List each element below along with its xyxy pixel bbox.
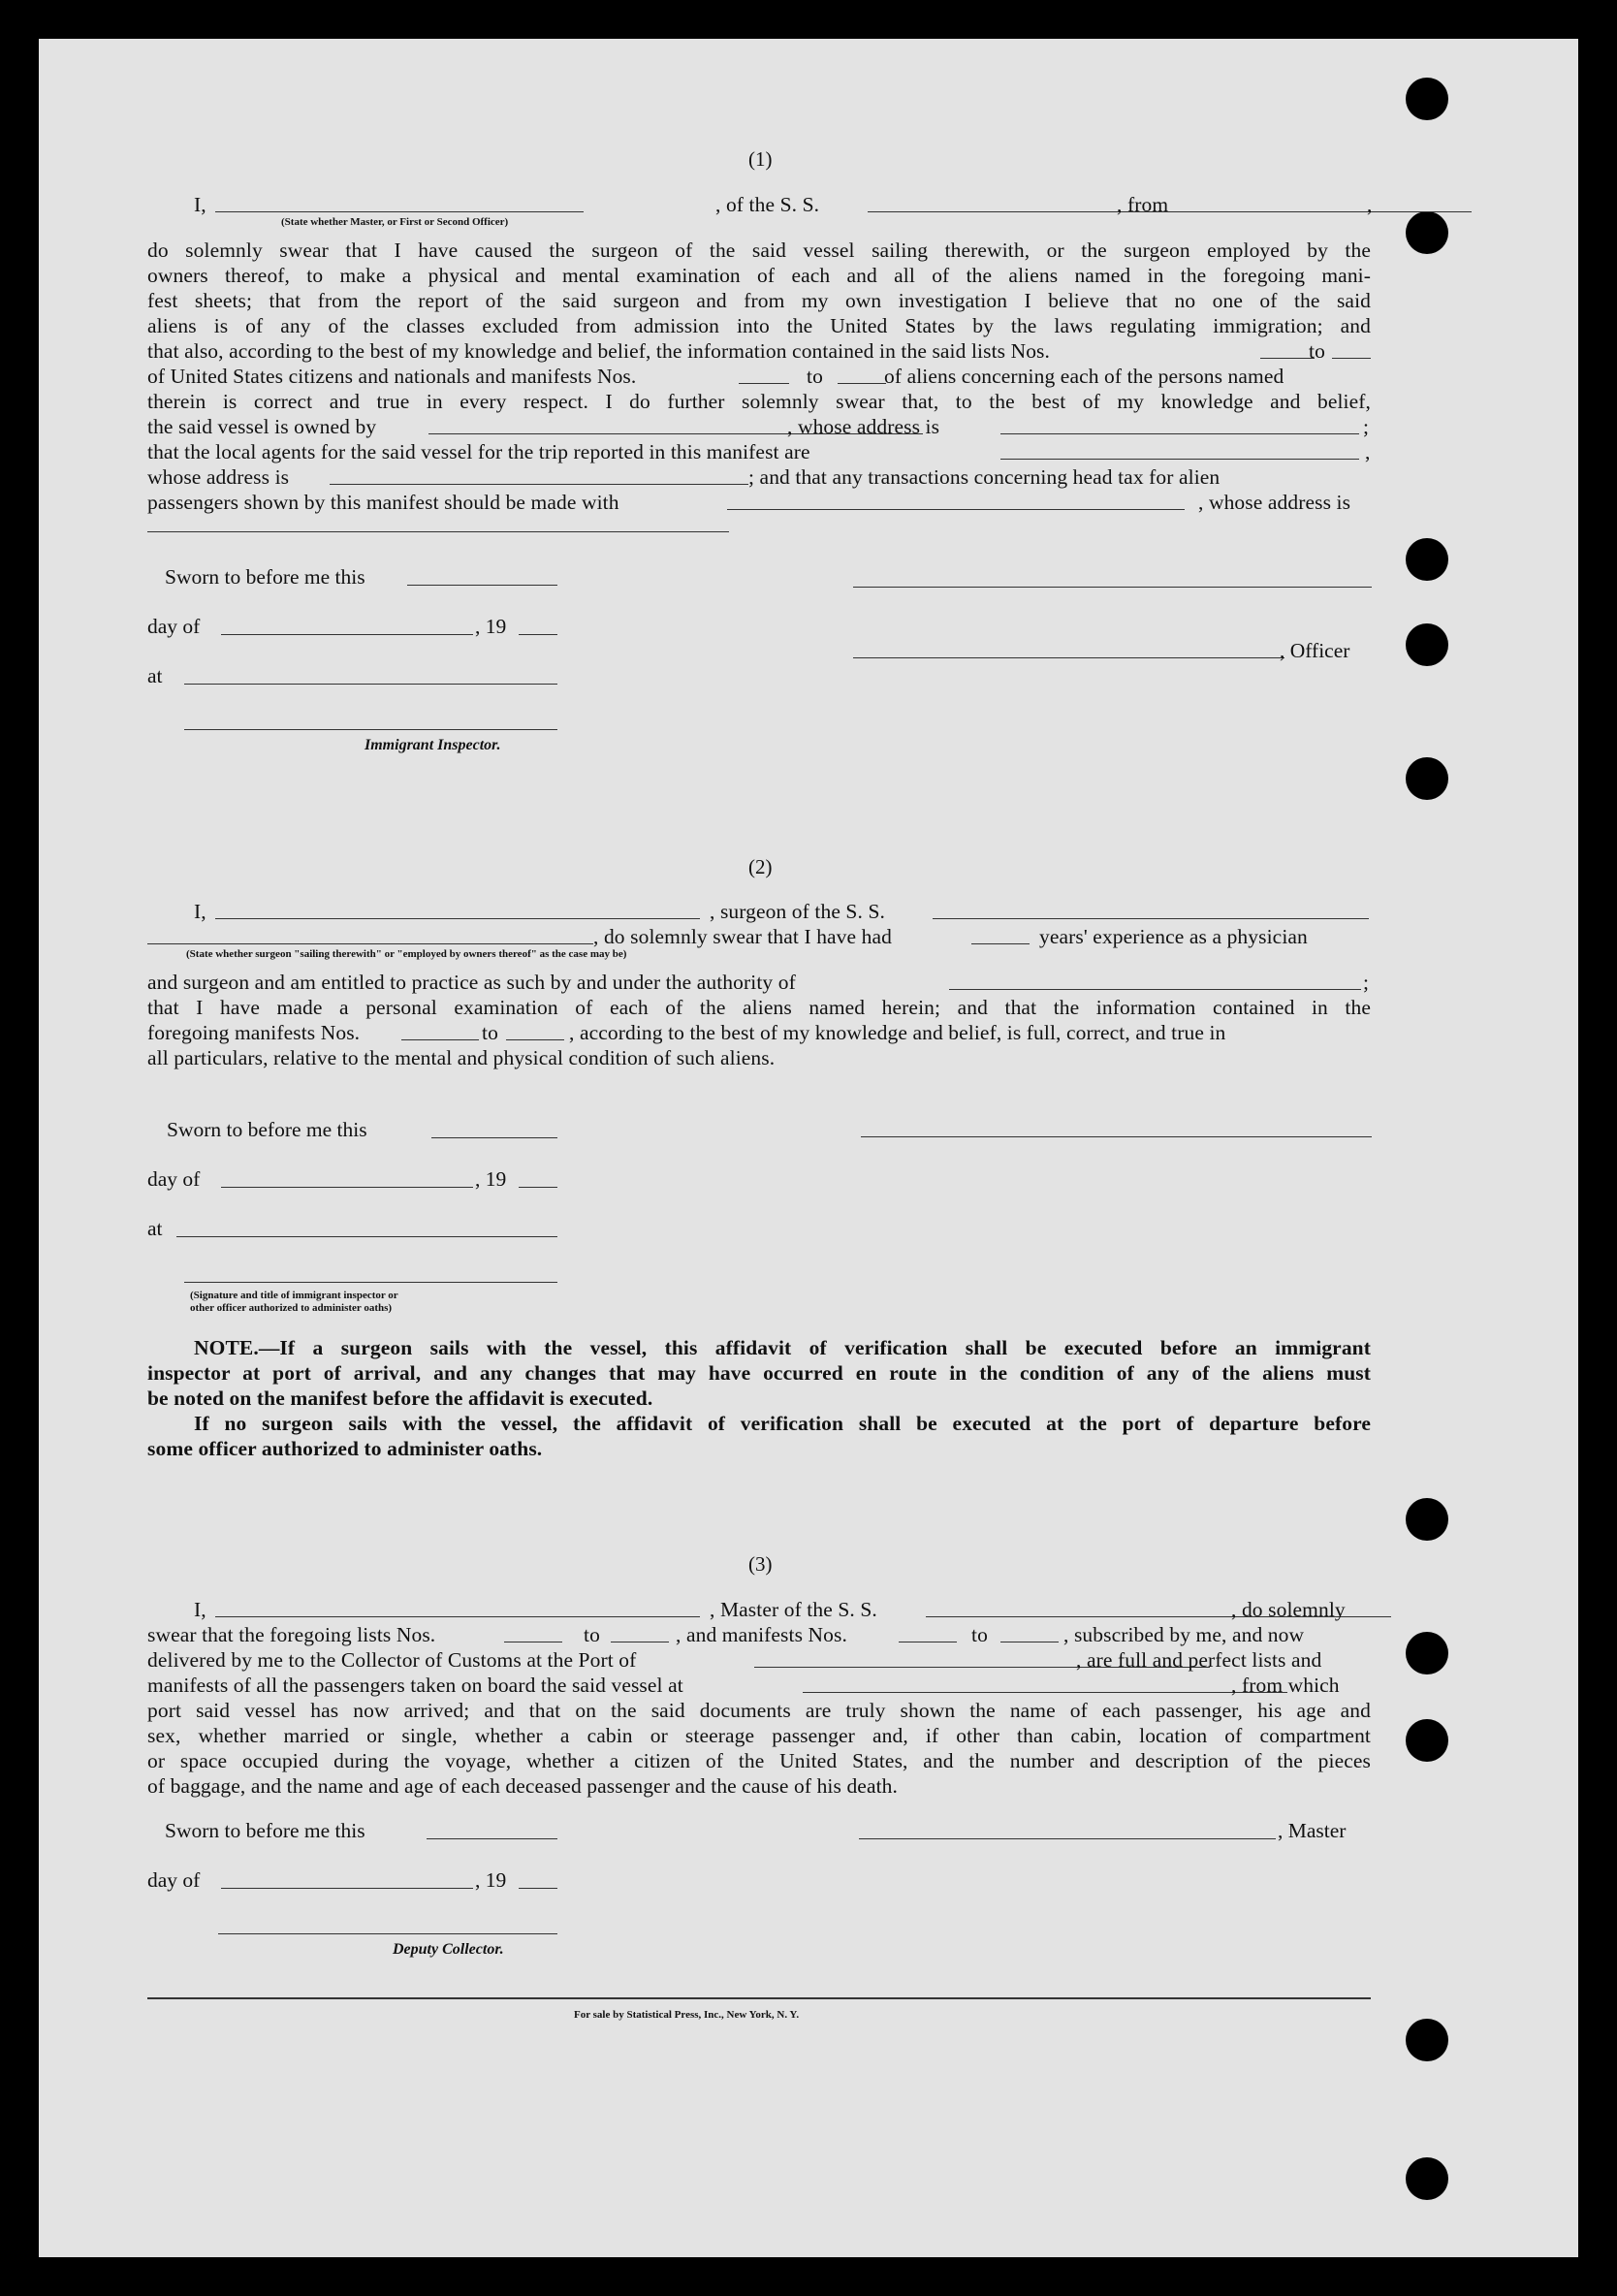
s2-l1-b: , surgeon of the S. S. [710, 900, 885, 923]
master-name-field[interactable] [215, 196, 584, 212]
s2-year-label: , 19 [475, 1167, 507, 1191]
manifests-to-field[interactable] [838, 367, 886, 384]
s2-l5-a: foregoing manifests Nos. [147, 1021, 361, 1044]
master-label: , Master [1278, 1819, 1347, 1842]
s1-l7-b: to [807, 365, 823, 388]
printer-imprint: For sale by Statistical Press, Inc., New York, N. Y. [574, 2009, 800, 2021]
agents-address-field[interactable] [330, 468, 748, 485]
section-2-heading: (2) [748, 855, 773, 878]
s1-l10-a: that the local agents for the said vessel for the trip reported in this manifest are [147, 440, 810, 463]
port-of-departure-field[interactable] [803, 1676, 1287, 1693]
s1-year-line[interactable] [519, 634, 557, 635]
s1-note-officer: (State whether Master, or First or Second Officer) [281, 216, 509, 228]
s3-dayof-label: day of [147, 1868, 201, 1892]
s3-line-6: sex, whether married or single, whether a cabin or steerage passenger and, if other than cabin, location of compartment [147, 1724, 1371, 1747]
lists-from-field[interactable] [1260, 342, 1315, 359]
s1-l10-b: , [1365, 440, 1371, 463]
note-line-3: be noted on the manifest before the affidavit is executed. [147, 1387, 653, 1410]
s3-day-line[interactable] [221, 1888, 473, 1889]
s1-l7-a: of United States citizens and nationals and manifests Nos. [147, 365, 637, 388]
binder-hole [1406, 1498, 1448, 1541]
binder-hole [1406, 538, 1448, 581]
footer-rule [147, 1997, 1371, 1999]
binder-hole [1406, 1719, 1448, 1762]
binder-hole [1406, 757, 1448, 800]
s2-l2-b: years' experience as a physician [1039, 925, 1308, 948]
s2-day-line[interactable] [221, 1187, 473, 1188]
s2-line-3 [147, 970, 1371, 995]
s1-line-4: fest sheets; that from the report of the said surgeon and from my own investigation I believe that no one of the said [147, 289, 1371, 312]
officer-signature-line[interactable] [853, 657, 1284, 658]
years-experience-field[interactable] [971, 928, 1030, 944]
s1-line-7 [147, 364, 1371, 389]
s1-line-10 [147, 439, 1371, 464]
officer-label: , Officer [1280, 639, 1350, 662]
surgeon-status-field[interactable] [147, 928, 593, 944]
manifests-from-field[interactable] [739, 367, 789, 384]
s2-line-2 [147, 924, 1371, 949]
s1-dayof-label: day of [147, 615, 201, 638]
head-tax-address-line[interactable] [147, 531, 729, 532]
immigrant-inspector-caption: Immigrant Inspector. [365, 737, 501, 753]
s3-lists-to-field[interactable] [611, 1626, 669, 1642]
s1-at-line[interactable] [184, 684, 557, 685]
s2-sworn-label: Sworn to before me this [167, 1118, 367, 1141]
binder-hole [1406, 2019, 1448, 2061]
s3-l2-c: , and manifests Nos. [676, 1623, 847, 1646]
s1-l1-b: , of the S. S. [715, 193, 820, 216]
s2-year-line[interactable] [519, 1187, 557, 1188]
s1-line-6 [147, 338, 1371, 364]
s2-manifests-from-field[interactable] [401, 1024, 479, 1040]
binder-hole [1406, 1632, 1448, 1674]
s1-l1-d: , [1367, 193, 1373, 216]
s2-dayof-label: day of [147, 1167, 201, 1191]
s1-year-label: , 19 [475, 615, 507, 638]
note-label: NOTE. [194, 1336, 259, 1359]
binder-hole [1406, 78, 1448, 120]
immigrant-inspector-line[interactable] [184, 729, 557, 730]
owner-address-field[interactable] [1000, 418, 1359, 434]
s1-line-2: do solemnly swear that I have caused the surgeon of the said vessel sailing therewith, or the surgeon employed by the [147, 239, 1371, 262]
s3-l3-b: , are full and perfect lists and [1076, 1648, 1322, 1672]
s3-sworn-label: Sworn to before me this [165, 1819, 365, 1842]
surgeon-name-field[interactable] [215, 903, 700, 919]
s3-l1-b: , Master of the S. S. [710, 1598, 877, 1621]
head-tax-party-field[interactable] [727, 494, 1185, 510]
s1-l6-b: to [1309, 339, 1325, 363]
s1-l11-a: whose address is [147, 465, 290, 489]
binder-hole [1406, 2157, 1448, 2200]
s2-line-5 [147, 1020, 1371, 1045]
s1-line-3: owners thereof, to make a physical and mental examination of each and all of the aliens named in the foregoing mani- [147, 264, 1371, 287]
s3-lists-from-field[interactable] [504, 1626, 562, 1642]
s2-l3-b: ; [1363, 971, 1370, 994]
s2-sworn-date-line[interactable] [431, 1137, 557, 1138]
s1-line-12 [147, 490, 1371, 515]
s3-l2-a: swear that the foregoing lists Nos. [147, 1623, 436, 1646]
s1-line-11 [147, 464, 1371, 490]
note-line-5: some officer authorized to administer oaths. [147, 1437, 543, 1460]
s3-l4-b: , from which [1231, 1674, 1340, 1697]
s2-manifests-to-field[interactable] [506, 1024, 564, 1040]
note-line-1 [194, 1335, 1371, 1360]
s3-line-2 [147, 1622, 1371, 1647]
s2-l5-b: to [482, 1021, 498, 1044]
s3-manifests-from-field[interactable] [899, 1626, 957, 1642]
s2-signature-line[interactable] [861, 1136, 1372, 1137]
s3-line-5: port said vessel has now arrived; and that on the said documents are truly shown the name of each passenger, his age and [147, 1699, 1371, 1722]
port-from-field[interactable] [1181, 196, 1472, 212]
s1-day-line[interactable] [221, 634, 473, 635]
s2-note-surgeon: (State whether surgeon "sailing therewith" or "employed by owners thereof" as the case may be) [186, 948, 627, 960]
s1-l11-b: ; and that any transactions concerning head tax for alien [748, 465, 1221, 489]
s2-l1-a: I, [194, 900, 206, 923]
s1-l1-a: I, [194, 193, 206, 216]
s2-l2-a: , do solemnly swear that I have had [593, 925, 892, 948]
s3-l1-c: , do solemnly [1231, 1598, 1346, 1621]
s3-year-label: , 19 [475, 1868, 507, 1892]
s3-l1-a: I, [194, 1598, 206, 1621]
s2-line-4: that I have made a personal examination of each of the aliens named herein; and that the information contained in the [147, 996, 1371, 1019]
s2-sig-caption-1: (Signature and title of immigrant inspector or [190, 1290, 398, 1301]
s3-line-7: or space occupied during the voyage, whether a citizen of the United States, and the number and description of the pieces [147, 1749, 1371, 1772]
s1-l6-a: that also, according to the best of my knowledge and belief, the information contained in the said lists Nos. [147, 339, 1051, 363]
master-signature-line[interactable] [859, 1838, 1276, 1839]
s2-l3-a: and surgeon and am entitled to practice as such by and under the authority of [147, 971, 796, 994]
s3-l4-a: manifests of all the passengers taken on board the said vessel at [147, 1674, 683, 1697]
note-text-1: —If a surgeon sails with the vessel, this affidavit of verification shall be executed before an immigrant [258, 1336, 1371, 1359]
practice-authority-field[interactable] [949, 973, 1361, 990]
s1-at-label: at [147, 664, 163, 687]
s1-l7-c: of aliens concerning each of the persons named [884, 365, 1284, 388]
s3-year-line[interactable] [519, 1888, 557, 1889]
s2-line-1 [147, 899, 1371, 924]
s2-line-6: all particulars, relative to the mental and physical condition of such aliens. [147, 1046, 776, 1069]
s3-l2-b: to [584, 1623, 600, 1646]
s1-line-9 [147, 414, 1371, 439]
note-line-4: If no surgeon sails with the vessel, the affidavit of verification shall be executed at the port of departure before [194, 1412, 1371, 1435]
s1-sworn-label: Sworn to before me this [165, 565, 365, 589]
s2-l5-c: , according to the best of my knowledge and belief, is full, correct, and true in [569, 1021, 1226, 1044]
s3-l2-d: to [971, 1623, 988, 1646]
s1-l1-c: , from [1117, 193, 1169, 216]
s2-vessel-field[interactable] [933, 903, 1369, 919]
s2-at-line[interactable] [176, 1236, 557, 1237]
s2-at-label: at [147, 1217, 163, 1240]
s3-master-name-field[interactable] [215, 1601, 700, 1617]
s3-line-1 [147, 1597, 1371, 1622]
deputy-collector-caption: Deputy Collector. [393, 1941, 504, 1958]
s1-l12-a: passengers shown by this manifest should be made with [147, 491, 619, 514]
local-agents-field[interactable] [1000, 443, 1359, 460]
s1-line-5: aliens is of any of the classes excluded from admission into the United States by the laws regulating immigration; and [147, 314, 1371, 337]
binder-hole [1406, 211, 1448, 254]
section-3-heading: (3) [748, 1552, 773, 1576]
binder-hole [1406, 623, 1448, 666]
s3-sworn-date-line[interactable] [427, 1838, 557, 1839]
s3-l3-a: delivered by me to the Collector of Customs at the Port of [147, 1648, 637, 1672]
s3-l2-e: , subscribed by me, and now [1063, 1623, 1305, 1646]
note-line-2: inspector at port of arrival, and any changes that may have occurred en route in the condition of any of the aliens must [147, 1361, 1371, 1385]
deputy-collector-line[interactable] [218, 1933, 557, 1934]
s3-line-4 [147, 1673, 1371, 1698]
s3-manifests-to-field[interactable] [1000, 1626, 1059, 1642]
s3-line-8: of baggage, and the name and age of each deceased passenger and the cause of his death. [147, 1774, 898, 1798]
section-1-heading: (1) [748, 147, 773, 171]
s2-sig-caption-2: other officer authorized to administer oaths) [190, 1302, 393, 1314]
s1-line-8: therein is correct and true in every respect. I do further solemnly swear that, to the best of my knowledge and belief, [147, 390, 1371, 413]
s1-signature-line[interactable] [853, 587, 1372, 588]
s1-sworn-date-line[interactable] [407, 585, 557, 586]
s1-l12-b: , whose address is [1198, 491, 1351, 514]
lists-to-field[interactable] [1332, 342, 1371, 359]
s3-line-3 [147, 1647, 1371, 1673]
s1-l9-b: , whose address is [787, 415, 940, 438]
s1-line-1 [147, 192, 1371, 217]
s1-l9-c: ; [1363, 415, 1370, 438]
s1-l9-a: the said vessel is owned by [147, 415, 377, 438]
s2-inspector-line[interactable] [184, 1282, 557, 1283]
